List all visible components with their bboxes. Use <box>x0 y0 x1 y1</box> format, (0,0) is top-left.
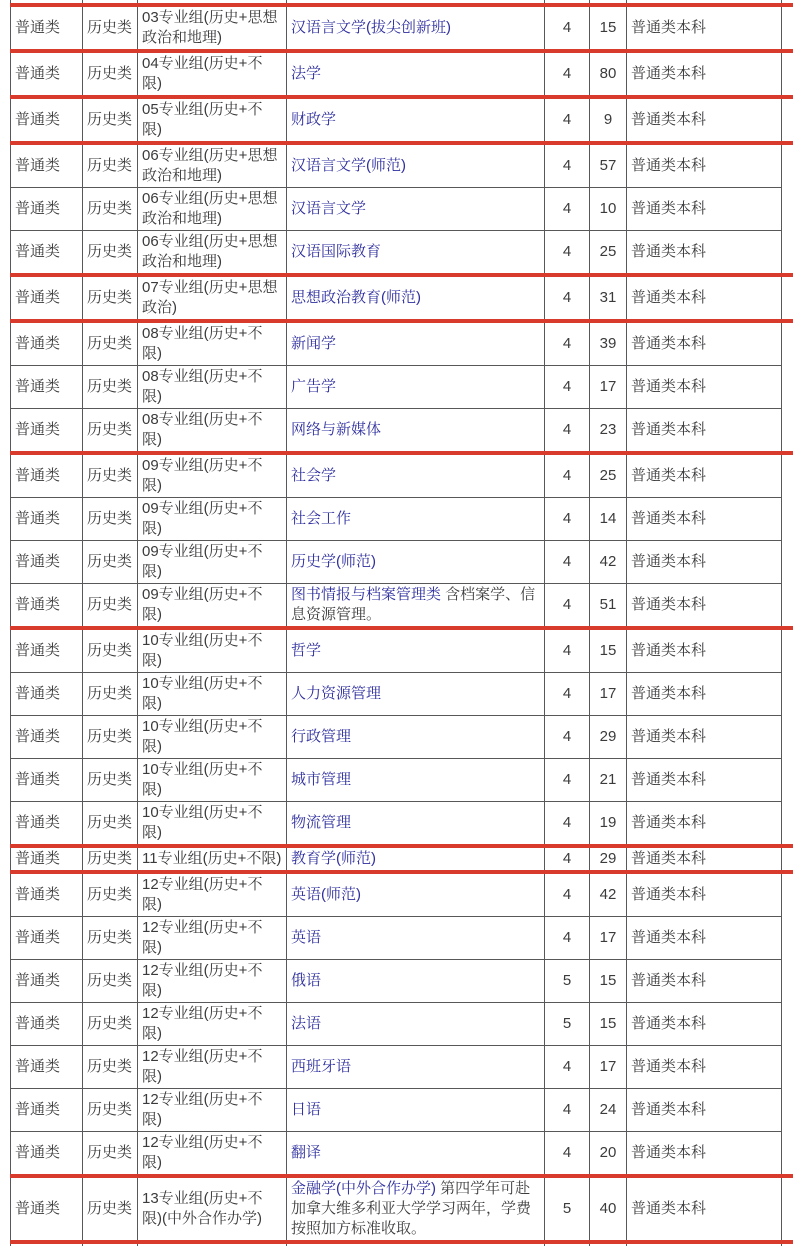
level-cell: 普通类本科 <box>627 498 782 541</box>
category-cell: 普通类 <box>11 716 83 759</box>
table-right-gutter <box>782 584 793 629</box>
plan-count-cell: 42 <box>590 872 627 917</box>
partial-cell <box>545 1242 590 1246</box>
level-cell: 普通类本科 <box>627 759 782 802</box>
major-cell <box>287 321 545 366</box>
subject-type-cell: 历史类 <box>83 498 138 541</box>
table-right-gutter <box>782 1242 793 1246</box>
partial-clipped-row-bottom <box>11 1242 793 1246</box>
major-group-cell: 09专业组(历史+不限) <box>138 541 287 584</box>
plan-count-cell: 40 <box>590 1176 627 1242</box>
major-name: 人力资源管理 <box>291 685 382 702</box>
level-cell: 普通类本科 <box>627 802 782 847</box>
plan-count-cell: 17 <box>590 366 627 409</box>
major-note: 第四学年可赴加拿大维多利亚大学学习两年，学费按照加方标准收取。 <box>291 1180 532 1237</box>
category-cell: 普通类 <box>11 759 83 802</box>
subject-type-cell: 历史类 <box>83 1089 138 1132</box>
major-name: 哲学 <box>291 642 322 659</box>
duration-years-cell: 4 <box>545 917 590 960</box>
table-right-gutter <box>782 759 793 802</box>
table-right-gutter <box>782 143 793 188</box>
major-cell <box>287 51 545 97</box>
duration-years-cell: 4 <box>545 1132 590 1177</box>
table-row <box>11 275 793 321</box>
table-right-gutter <box>782 802 793 847</box>
major-name: 社会学 <box>291 467 337 484</box>
level-cell: 普通类本科 <box>627 453 782 498</box>
duration-years-cell: 4 <box>545 188 590 231</box>
subject-type-cell: 历史类 <box>83 97 138 143</box>
subject-type-cell: 历史类 <box>83 188 138 231</box>
plan-count-cell: 23 <box>590 409 627 454</box>
major-group-cell: 06专业组(历史+思想政治和地理) <box>138 143 287 188</box>
major-group-cell: 12专业组(历史+不限) <box>138 872 287 917</box>
level-cell: 普通类本科 <box>627 97 782 143</box>
major-name: 汉语国际教育 <box>291 243 382 260</box>
plan-count-cell: 20 <box>590 1132 627 1177</box>
table-right-gutter <box>782 628 793 673</box>
major-group-cell: 12专业组(历史+不限) <box>138 1132 287 1177</box>
major-name: 汉语言文学(拔尖创新班) <box>291 19 451 36</box>
major-name: 金融学(中外合作办学) <box>291 1180 436 1197</box>
major-cell <box>287 5 545 51</box>
subject-type-cell: 历史类 <box>83 143 138 188</box>
plan-count-cell: 31 <box>590 275 627 321</box>
plan-count-cell: 57 <box>590 143 627 188</box>
major-name: 俄语 <box>291 972 322 989</box>
table-row <box>11 960 793 1003</box>
major-name: 财政学 <box>291 111 337 128</box>
plan-count-cell: 39 <box>590 321 627 366</box>
category-cell: 普通类 <box>11 1046 83 1089</box>
duration-years-cell: 4 <box>545 541 590 584</box>
table-row <box>11 1089 793 1132</box>
major-group-cell: 10专业组(历史+不限) <box>138 628 287 673</box>
duration-years-cell: 4 <box>545 453 590 498</box>
partial-cell <box>83 1242 138 1246</box>
major-group-cell: 09专业组(历史+不限) <box>138 453 287 498</box>
plan-count-cell: 15 <box>590 960 627 1003</box>
table-right-gutter <box>782 673 793 716</box>
major-group-cell: 08专业组(历史+不限) <box>138 409 287 454</box>
category-cell: 普通类 <box>11 802 83 847</box>
subject-type-cell: 历史类 <box>83 5 138 51</box>
subject-type-cell: 历史类 <box>83 1046 138 1089</box>
duration-years-cell: 4 <box>545 321 590 366</box>
level-cell: 普通类本科 <box>627 275 782 321</box>
table-right-gutter <box>782 409 793 454</box>
level-cell: 普通类本科 <box>627 541 782 584</box>
duration-years-cell: 4 <box>545 846 590 872</box>
plan-count-cell: 19 <box>590 802 627 847</box>
major-group-cell: 04专业组(历史+不限) <box>138 51 287 97</box>
level-cell: 普通类本科 <box>627 409 782 454</box>
admission-plan-table <box>10 0 793 1246</box>
table-row <box>11 759 793 802</box>
major-group-cell: 10专业组(历史+不限) <box>138 759 287 802</box>
major-cell <box>287 188 545 231</box>
table-row <box>11 673 793 716</box>
level-cell: 普通类本科 <box>627 51 782 97</box>
subject-type-cell: 历史类 <box>83 231 138 276</box>
table-row <box>11 846 793 872</box>
category-cell: 普通类 <box>11 51 83 97</box>
major-name: 广告学 <box>291 378 337 395</box>
major-cell <box>287 628 545 673</box>
table-right-gutter <box>782 1132 793 1177</box>
table-row <box>11 453 793 498</box>
major-group-cell: 09专业组(历史+不限) <box>138 498 287 541</box>
partial-cell <box>627 1242 782 1246</box>
major-cell <box>287 1089 545 1132</box>
duration-years-cell: 4 <box>545 97 590 143</box>
level-cell: 普通类本科 <box>627 366 782 409</box>
duration-years-cell: 4 <box>545 5 590 51</box>
subject-type-cell: 历史类 <box>83 872 138 917</box>
subject-type-cell: 历史类 <box>83 409 138 454</box>
major-group-cell: 08专业组(历史+不限) <box>138 321 287 366</box>
table-row <box>11 231 793 276</box>
major-group-cell: 10专业组(历史+不限) <box>138 716 287 759</box>
table-right-gutter <box>782 1003 793 1046</box>
level-cell: 普通类本科 <box>627 716 782 759</box>
level-cell: 普通类本科 <box>627 5 782 51</box>
subject-type-cell: 历史类 <box>83 453 138 498</box>
level-cell: 普通类本科 <box>627 188 782 231</box>
table-right-gutter <box>782 97 793 143</box>
major-name: 英语 <box>291 929 322 946</box>
table-row <box>11 1132 793 1177</box>
major-cell <box>287 366 545 409</box>
major-cell <box>287 541 545 584</box>
duration-years-cell: 4 <box>545 275 590 321</box>
category-cell: 普通类 <box>11 1132 83 1177</box>
table-row <box>11 97 793 143</box>
table-row <box>11 188 793 231</box>
major-name: 西班牙语 <box>291 1058 352 1075</box>
subject-type-cell: 历史类 <box>83 275 138 321</box>
major-group-cell: 12专业组(历史+不限) <box>138 1003 287 1046</box>
major-name: 翻译 <box>291 1144 322 1161</box>
table-right-gutter <box>782 275 793 321</box>
level-cell: 普通类本科 <box>627 673 782 716</box>
subject-type-cell: 历史类 <box>83 321 138 366</box>
subject-type-cell: 历史类 <box>83 51 138 97</box>
table-right-gutter <box>782 231 793 276</box>
table-right-gutter <box>782 716 793 759</box>
table-right-gutter <box>782 51 793 97</box>
table-row <box>11 1003 793 1046</box>
major-group-cell: 05专业组(历史+不限) <box>138 97 287 143</box>
plan-count-cell: 17 <box>590 1046 627 1089</box>
table-row <box>11 802 793 847</box>
table-right-gutter <box>782 872 793 917</box>
plan-count-cell: 14 <box>590 498 627 541</box>
duration-years-cell: 4 <box>545 231 590 276</box>
major-name: 行政管理 <box>291 728 352 745</box>
major-cell <box>287 453 545 498</box>
subject-type-cell: 历史类 <box>83 759 138 802</box>
subject-type-cell: 历史类 <box>83 628 138 673</box>
plan-count-cell: 15 <box>590 628 627 673</box>
level-cell: 普通类本科 <box>627 584 782 629</box>
subject-type-cell: 历史类 <box>83 1176 138 1242</box>
plan-count-cell: 42 <box>590 541 627 584</box>
duration-years-cell: 4 <box>545 1046 590 1089</box>
table-right-gutter <box>782 453 793 498</box>
plan-count-cell: 51 <box>590 584 627 629</box>
major-name: 网络与新媒体 <box>291 421 382 438</box>
major-name: 汉语言文学 <box>291 200 367 217</box>
table-right-gutter <box>782 1176 793 1242</box>
level-cell: 普通类本科 <box>627 231 782 276</box>
level-cell: 普通类本科 <box>627 143 782 188</box>
level-cell: 普通类本科 <box>627 846 782 872</box>
category-cell: 普通类 <box>11 846 83 872</box>
major-name: 英语(师范) <box>291 886 361 903</box>
major-group-cell: 12专业组(历史+不限) <box>138 1089 287 1132</box>
table-row <box>11 321 793 366</box>
plan-count-cell: 15 <box>590 5 627 51</box>
partial-cell <box>138 1242 287 1246</box>
major-group-cell: 07专业组(历史+思想政治) <box>138 275 287 321</box>
partial-cell <box>287 1242 545 1246</box>
table-row <box>11 628 793 673</box>
category-cell: 普通类 <box>11 1176 83 1242</box>
plan-count-cell: 25 <box>590 231 627 276</box>
major-cell <box>287 673 545 716</box>
major-name: 城市管理 <box>291 771 352 788</box>
major-group-cell: 03专业组(历史+思想政治和地理) <box>138 5 287 51</box>
major-group-cell: 12专业组(历史+不限) <box>138 1046 287 1089</box>
category-cell: 普通类 <box>11 143 83 188</box>
table-right-gutter <box>782 1046 793 1089</box>
category-cell: 普通类 <box>11 409 83 454</box>
major-group-cell: 09专业组(历史+不限) <box>138 584 287 629</box>
duration-years-cell: 4 <box>545 409 590 454</box>
major-name: 教育学(师范) <box>291 850 376 867</box>
subject-type-cell: 历史类 <box>83 1003 138 1046</box>
table-row <box>11 51 793 97</box>
category-cell: 普通类 <box>11 1003 83 1046</box>
major-name: 法学 <box>291 65 322 82</box>
category-cell: 普通类 <box>11 1089 83 1132</box>
major-cell <box>287 143 545 188</box>
table-row <box>11 1176 793 1242</box>
major-name: 物流管理 <box>291 814 352 831</box>
table-right-gutter <box>782 1089 793 1132</box>
plan-count-cell: 17 <box>590 673 627 716</box>
category-cell: 普通类 <box>11 628 83 673</box>
major-cell <box>287 275 545 321</box>
table-body <box>11 0 793 1246</box>
table-row <box>11 143 793 188</box>
category-cell: 普通类 <box>11 917 83 960</box>
major-group-cell: 06专业组(历史+思想政治和地理) <box>138 231 287 276</box>
duration-years-cell: 4 <box>545 673 590 716</box>
plan-count-cell: 29 <box>590 716 627 759</box>
major-group-cell: 12专业组(历史+不限) <box>138 960 287 1003</box>
major-note: 含档案学、信息资源管理。 <box>291 586 536 623</box>
major-name: 法语 <box>291 1015 322 1032</box>
duration-years-cell: 4 <box>545 802 590 847</box>
major-cell <box>287 409 545 454</box>
subject-type-cell: 历史类 <box>83 802 138 847</box>
table-right-gutter <box>782 917 793 960</box>
level-cell: 普通类本科 <box>627 321 782 366</box>
level-cell: 普通类本科 <box>627 960 782 1003</box>
duration-years-cell: 4 <box>545 1089 590 1132</box>
duration-years-cell: 4 <box>545 143 590 188</box>
table-right-gutter <box>782 188 793 231</box>
category-cell: 普通类 <box>11 872 83 917</box>
plan-count-cell: 21 <box>590 759 627 802</box>
partial-cell <box>11 1242 83 1246</box>
major-cell <box>287 231 545 276</box>
plan-count-cell: 25 <box>590 453 627 498</box>
subject-type-cell: 历史类 <box>83 716 138 759</box>
major-group-cell: 11专业组(历史+不限) <box>138 846 287 872</box>
level-cell: 普通类本科 <box>627 872 782 917</box>
table-row <box>11 1046 793 1089</box>
major-cell <box>287 1003 545 1046</box>
category-cell: 普通类 <box>11 321 83 366</box>
table-row <box>11 917 793 960</box>
major-cell <box>287 1176 545 1242</box>
category-cell: 普通类 <box>11 5 83 51</box>
table-row <box>11 872 793 917</box>
category-cell: 普通类 <box>11 498 83 541</box>
partial-cell <box>590 1242 627 1246</box>
major-name: 社会工作 <box>291 510 352 527</box>
plan-count-cell: 24 <box>590 1089 627 1132</box>
subject-type-cell: 历史类 <box>83 960 138 1003</box>
category-cell: 普通类 <box>11 960 83 1003</box>
major-group-cell: 10专业组(历史+不限) <box>138 802 287 847</box>
duration-years-cell: 5 <box>545 1176 590 1242</box>
major-name: 思想政治教育(师范) <box>291 289 421 306</box>
major-cell <box>287 1132 545 1177</box>
major-name: 新闻学 <box>291 335 337 352</box>
duration-years-cell: 4 <box>545 498 590 541</box>
major-cell <box>287 802 545 847</box>
plan-count-cell: 9 <box>590 97 627 143</box>
duration-years-cell: 5 <box>545 1003 590 1046</box>
subject-type-cell: 历史类 <box>83 917 138 960</box>
major-cell <box>287 716 545 759</box>
table-row <box>11 584 793 629</box>
category-cell: 普通类 <box>11 188 83 231</box>
major-group-cell: 08专业组(历史+不限) <box>138 366 287 409</box>
major-name: 日语 <box>291 1101 322 1118</box>
table-row <box>11 716 793 759</box>
duration-years-cell: 4 <box>545 628 590 673</box>
level-cell: 普通类本科 <box>627 1176 782 1242</box>
major-group-cell: 06专业组(历史+思想政治和地理) <box>138 188 287 231</box>
category-cell: 普通类 <box>11 673 83 716</box>
major-name: 历史学(师范) <box>291 553 376 570</box>
table-row <box>11 541 793 584</box>
major-cell <box>287 1046 545 1089</box>
duration-years-cell: 4 <box>545 759 590 802</box>
major-cell <box>287 498 545 541</box>
level-cell: 普通类本科 <box>627 1003 782 1046</box>
table-right-gutter <box>782 366 793 409</box>
table-row <box>11 5 793 51</box>
table-right-gutter <box>782 846 793 872</box>
table-right-gutter <box>782 541 793 584</box>
category-cell: 普通类 <box>11 275 83 321</box>
subject-type-cell: 历史类 <box>83 846 138 872</box>
plan-count-cell: 15 <box>590 1003 627 1046</box>
duration-years-cell: 5 <box>545 960 590 1003</box>
major-cell <box>287 960 545 1003</box>
table-right-gutter <box>782 5 793 51</box>
category-cell: 普通类 <box>11 366 83 409</box>
level-cell: 普通类本科 <box>627 628 782 673</box>
subject-type-cell: 历史类 <box>83 541 138 584</box>
major-group-cell: 10专业组(历史+不限) <box>138 673 287 716</box>
subject-type-cell: 历史类 <box>83 673 138 716</box>
table-row <box>11 409 793 454</box>
duration-years-cell: 4 <box>545 584 590 629</box>
major-cell <box>287 759 545 802</box>
plan-count-cell: 17 <box>590 917 627 960</box>
major-cell <box>287 846 545 872</box>
category-cell: 普通类 <box>11 541 83 584</box>
table-right-gutter <box>782 321 793 366</box>
duration-years-cell: 4 <box>545 872 590 917</box>
level-cell: 普通类本科 <box>627 1046 782 1089</box>
table-right-gutter <box>782 498 793 541</box>
subject-type-cell: 历史类 <box>83 366 138 409</box>
major-cell <box>287 872 545 917</box>
duration-years-cell: 4 <box>545 366 590 409</box>
subject-type-cell: 历史类 <box>83 584 138 629</box>
level-cell: 普通类本科 <box>627 1089 782 1132</box>
category-cell: 普通类 <box>11 97 83 143</box>
major-name: 汉语言文学(师范) <box>291 157 406 174</box>
table-row <box>11 498 793 541</box>
major-cell <box>287 584 545 629</box>
level-cell: 普通类本科 <box>627 1132 782 1177</box>
level-cell: 普通类本科 <box>627 917 782 960</box>
major-name: 图书情报与档案管理类 <box>291 586 442 603</box>
duration-years-cell: 4 <box>545 51 590 97</box>
plan-count-cell: 10 <box>590 188 627 231</box>
subject-type-cell: 历史类 <box>83 1132 138 1177</box>
duration-years-cell: 4 <box>545 716 590 759</box>
plan-count-cell: 80 <box>590 51 627 97</box>
category-cell: 普通类 <box>11 584 83 629</box>
major-group-cell: 13专业组(历史+不限)(中外合作办学) <box>138 1176 287 1242</box>
major-group-cell: 12专业组(历史+不限) <box>138 917 287 960</box>
plan-count-cell: 29 <box>590 846 627 872</box>
category-cell: 普通类 <box>11 231 83 276</box>
major-cell <box>287 97 545 143</box>
table-right-gutter <box>782 960 793 1003</box>
table-row <box>11 366 793 409</box>
category-cell: 普通类 <box>11 453 83 498</box>
major-cell <box>287 917 545 960</box>
